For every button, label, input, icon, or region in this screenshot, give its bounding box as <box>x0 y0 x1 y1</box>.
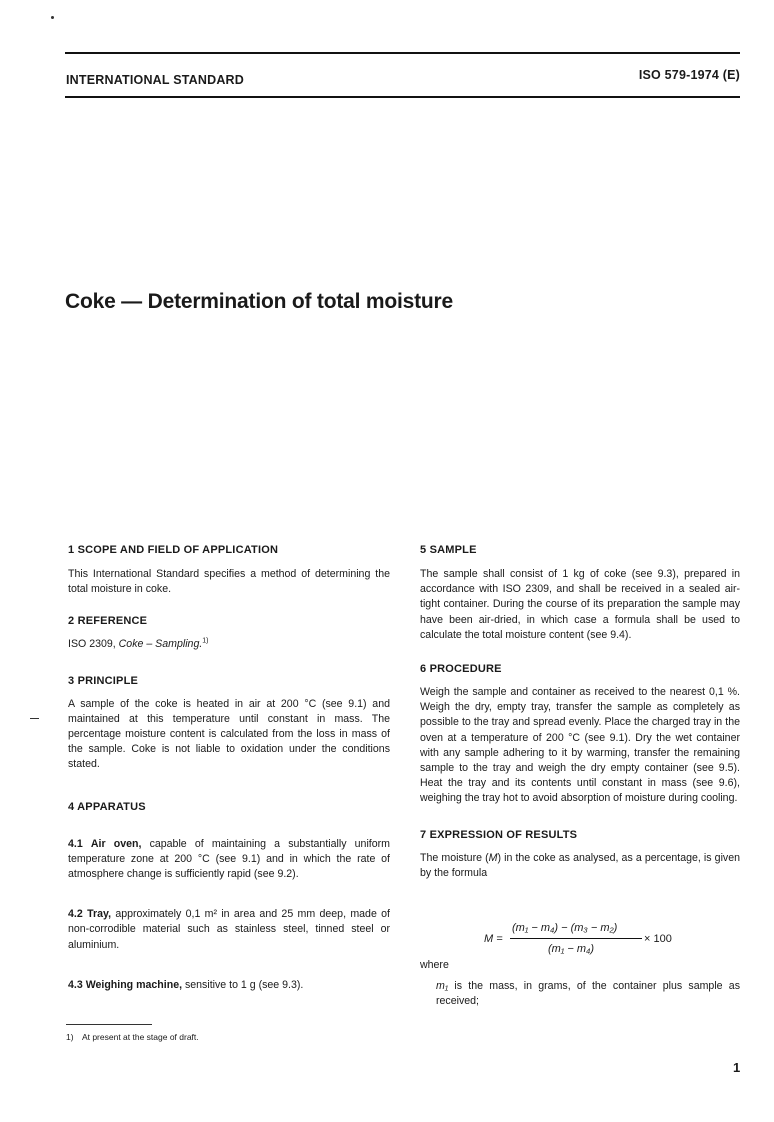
header-top-rule <box>65 52 740 54</box>
formula-fraction-bar <box>510 938 642 939</box>
formula-lhs: M = <box>484 933 503 945</box>
scan-mark <box>51 16 54 19</box>
footnote-rule <box>66 1024 152 1025</box>
apparatus-item-4-1 <box>68 837 390 883</box>
right-column <box>420 544 740 881</box>
section-7-intro <box>420 851 740 881</box>
section-7-heading: 7 EXPRESSION OF RESULTS <box>420 828 578 841</box>
item-term: Weighing machine, <box>85 978 183 991</box>
section-1-heading: 1 SCOPE AND FIELD OF APPLICATION <box>68 544 279 556</box>
section-5-text: The sample shall consist of 1 kg of coke (see 9.3), prepared in accordance with ISO 2309, and shall be received in a sealed air-tight container. During the course of its preparation the sample may have been air-dried, in which case a formula shall be used to calculate the total moisture content (see 9.4). <box>420 568 740 641</box>
item-term: Air oven, <box>90 837 142 850</box>
item-text: sensitive to 1 g (see 9.3). <box>182 978 304 991</box>
section-6-heading: 6 PROCEDURE <box>420 663 502 676</box>
formula-numerator: (m₁ − m₄) − (m₃ − m₂) <box>512 922 618 934</box>
item-text: approximately 0,1 m² in area and 25 mm deep, made of non-corrodible material such as stainless steel, tinned steel or aluminium. <box>68 908 390 951</box>
footnote <box>66 1032 199 1042</box>
item-number: 4.1 <box>68 837 83 850</box>
section-2-heading: 2 REFERENCE <box>68 615 148 628</box>
footnote-mark: 1) <box>66 1032 74 1042</box>
definition-text: is the mass, in grams, of the container plus sample as received; <box>436 980 740 1008</box>
section-5-heading: 5 SAMPLE <box>420 544 477 556</box>
item-number: 4.3 <box>68 978 83 991</box>
section-2-text-pre: ISO 2309, <box>68 638 119 651</box>
intro-post: ) in the coke as analysed, as a percentage, is given by the formula <box>420 851 741 879</box>
page-number: 1 <box>733 1060 741 1075</box>
formula-denominator: (m₁ − m₄) <box>548 943 595 955</box>
section-4-heading: 4 APPARATUS <box>68 800 146 813</box>
intro-pre: The moisture ( <box>420 851 489 864</box>
apparatus-item-4-2 <box>68 907 390 953</box>
formula-where: where <box>420 959 449 971</box>
item-term: Tray, <box>87 908 112 921</box>
footnote-text: At present at the stage of draft. <box>81 1032 199 1042</box>
header-standard-type: INTERNATIONAL STANDARD <box>66 73 245 87</box>
definition-var: m₁ <box>436 980 449 992</box>
header-bottom-rule <box>65 96 740 98</box>
margin-mark <box>30 718 39 719</box>
intro-var: M <box>488 851 498 864</box>
section-2-text-title: Coke – Sampling. <box>118 638 203 651</box>
item-text: capable of maintaining a substantially uniform temperature zone at 200 °C (see 9.1) and in which the rate of atmosphere change is sufficiently rapid (see 9.2). <box>68 837 390 881</box>
section-2-text <box>68 637 390 652</box>
left-column <box>68 544 390 993</box>
item-number: 4.2 <box>68 908 83 921</box>
apparatus-item-4-3 <box>68 978 390 993</box>
section-3-heading: 3 PRINCIPLE <box>68 674 139 687</box>
section-3-text: A sample of the coke is heated in air at 200 °C (see 9.1) and maintained at this temperature until constant in mass. The percentage moisture content is calculated from the loss in mass of the sample. Coke is not liable to oxidation under the conditions stated. <box>68 697 390 771</box>
variable-definition <box>436 979 740 1009</box>
document-title: Coke — Determination of total moisture <box>65 290 453 313</box>
section-1-text: This International Standard specifies a method of determining the total moisture in coke. <box>68 568 390 596</box>
formula-factor: × 100 <box>644 933 672 945</box>
section-6-text: Weigh the sample and container as received to the nearest 0,1 %. Weigh the dry, empty tray, transfer the sample as completely as possible to the tray and spread evenly. Place the charged tray in the oven at a temperature of 200 °C (see 9.1). Dry the wet container with any sample adhering to it by warming, transfer the remaining sample to the tray and weigh the dry empty container (see 9.5). Heat the tray and its contents until constant in mass (see 9.6), weighing the tray hot to avoid absorption of moisture during cooling. <box>420 686 740 805</box>
header-standard-number: ISO 579-1974 (E) <box>638 68 740 82</box>
footnote-ref: 1) <box>202 637 209 645</box>
